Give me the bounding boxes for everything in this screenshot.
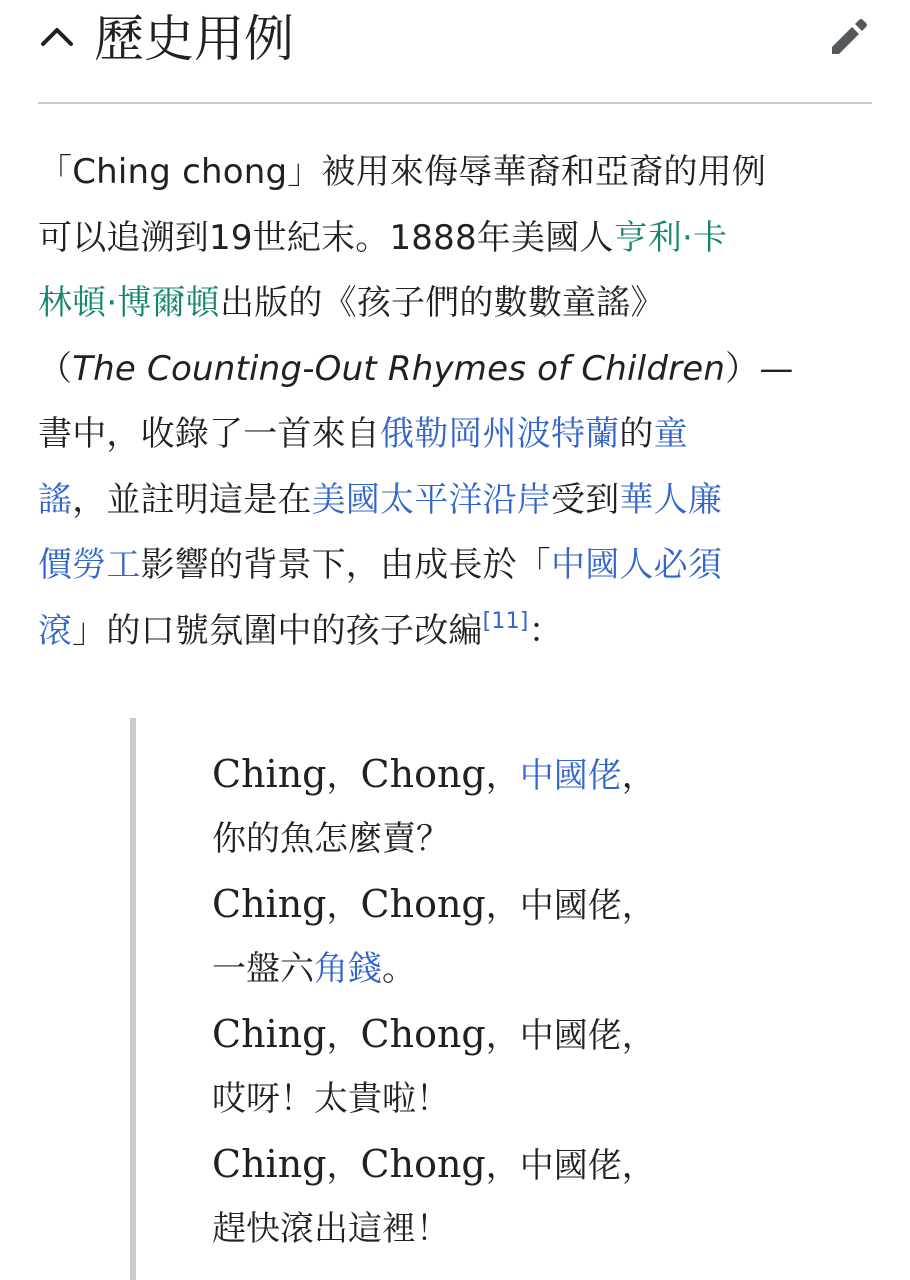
pencil-icon[interactable] bbox=[826, 14, 872, 60]
paragraph-line: （The Counting-Out Rhymes of Children）— bbox=[38, 348, 794, 389]
poem-line: Ching，Chong，中國佬， bbox=[212, 752, 656, 796]
poem-line: 哎呀！太貴啦！ bbox=[212, 1079, 450, 1119]
paragraph-line: 謠，並註明這是在美國太平洋沿岸受到華人廉 bbox=[38, 479, 723, 520]
paragraph-line: 可以追溯到19世紀末。1888年美國人亨利·卡 bbox=[38, 217, 728, 258]
paragraph-line: 價勞工影響的背景下，由成長於「中國人必須 bbox=[38, 545, 723, 585]
link-portland-oregon[interactable]: 俄勒岡州波特蘭 bbox=[380, 414, 620, 454]
link-henry-carrington-bolton[interactable]: 亨利·卡 bbox=[613, 217, 728, 258]
paragraph-line: 書中，收錄了一首來自俄勒岡州波特蘭的童 bbox=[38, 414, 688, 454]
reference-11[interactable]: [11] bbox=[482, 608, 529, 634]
link-us-pacific-coast[interactable]: 美國太平洋沿岸 bbox=[311, 479, 552, 520]
book-title: The Counting-Out Rhymes of Children bbox=[72, 348, 726, 389]
link-chinese-cheap-labor-cont[interactable]: 價勞工 bbox=[38, 545, 141, 585]
poem-blockquote bbox=[212, 742, 832, 1262]
paragraph-line: 「Ching chong」被用來侮辱華裔和亞裔的用例 bbox=[38, 152, 767, 192]
link-henry-carrington-bolton-cont[interactable]: 林頓·博爾頓 bbox=[38, 283, 221, 323]
poem-line: 趕快滾出這裡！ bbox=[212, 1209, 450, 1249]
poem-line: 一盤六角錢。 bbox=[212, 949, 416, 989]
link-chinese-must-go-cont[interactable]: 滾 bbox=[38, 610, 73, 651]
paragraph-line: 林頓·博爾頓出版的《孩子們的數數童謠》 bbox=[38, 283, 665, 323]
chevron-up-icon[interactable] bbox=[40, 24, 74, 48]
section-title: 歷史用例 bbox=[94, 10, 294, 68]
link-nursery-rhyme[interactable]: 童 bbox=[653, 414, 688, 454]
link-chinese-cheap-labor[interactable]: 華人廉 bbox=[619, 479, 723, 520]
paragraph-line: 滾」的口號氛圍中的孩子改編[11]： bbox=[38, 608, 563, 651]
link-chinaman[interactable]: 中國佬 bbox=[519, 756, 622, 796]
blockquote-bar bbox=[130, 718, 136, 1280]
link-nursery-rhyme-cont[interactable]: 謠 bbox=[38, 479, 73, 520]
link-jiao-qian[interactable]: 角錢 bbox=[314, 949, 382, 989]
section-header[interactable] bbox=[38, 0, 872, 104]
link-chinese-must-go[interactable]: 中國人必須 bbox=[551, 545, 723, 585]
article-paragraph bbox=[38, 140, 878, 664]
poem-line: Ching，Chong，中國佬， bbox=[212, 882, 656, 926]
poem-line: 你的魚怎麼賣？ bbox=[212, 819, 450, 859]
poem-line: Ching，Chong，中國佬， bbox=[212, 1142, 656, 1186]
poem-line: Ching，Chong，中國佬， bbox=[212, 1012, 656, 1056]
